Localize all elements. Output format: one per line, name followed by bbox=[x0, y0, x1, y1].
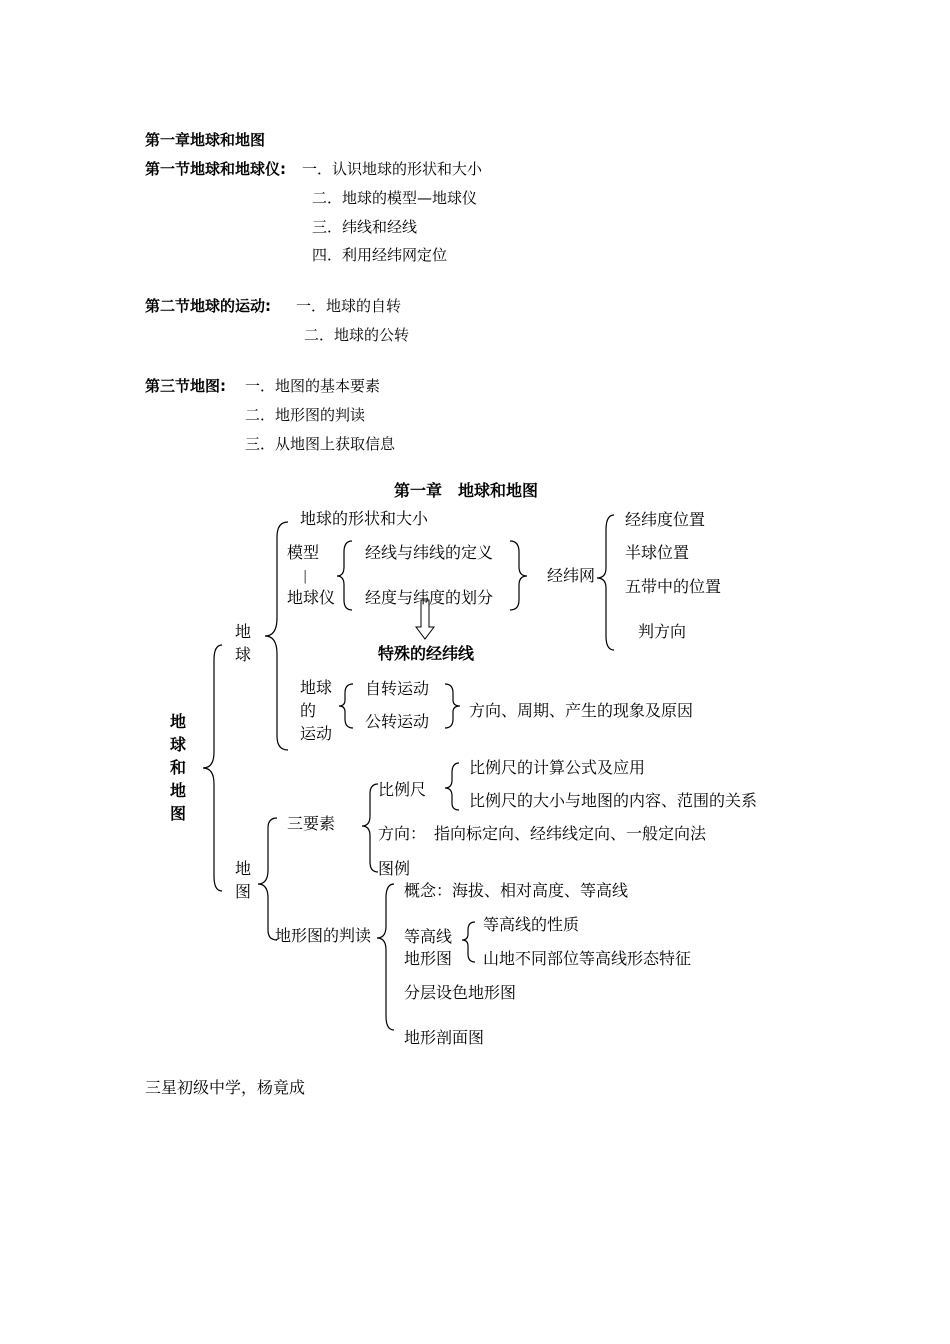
scale-item: 比例尺的大小与地图的内容、范围的关系 bbox=[469, 791, 758, 810]
section2-title: 第二节地球的运动: bbox=[145, 297, 271, 315]
grid-item: 五带中的位置 bbox=[625, 577, 722, 596]
grid-items-brace bbox=[597, 515, 614, 650]
root-brace bbox=[203, 645, 222, 891]
motion-label-line: 的 bbox=[300, 701, 317, 720]
elements-brace bbox=[362, 784, 378, 872]
motion-result: 方向、周期、产生的现象及原因 bbox=[469, 701, 694, 720]
terrain-brace bbox=[377, 884, 394, 1030]
model-brace bbox=[337, 541, 352, 610]
section3-item: 二．地形图的判读 bbox=[245, 406, 366, 424]
section3-item: 一．地图的基本要素 bbox=[245, 377, 381, 395]
terrain-profile: 地形剖面图 bbox=[404, 1028, 485, 1047]
section1-item: 一．认识地球的形状和大小 bbox=[302, 160, 483, 178]
latlon-definition: 经线与纬线的定义 bbox=[365, 543, 494, 562]
scale-item: 比例尺的计算公式及应用 bbox=[469, 758, 646, 777]
chapter-title: 第一章地球和地图 bbox=[145, 131, 266, 149]
section1-item: 三．纬线和经线 bbox=[312, 218, 418, 236]
contour-item: 等高线的性质 bbox=[483, 915, 580, 934]
grid-close-brace bbox=[510, 541, 527, 610]
section1-title: 第一节地球和地球仪: bbox=[145, 160, 286, 178]
contour-map-label: 地形图 bbox=[404, 949, 453, 968]
diagram-title: 第一章 地球和地图 bbox=[394, 481, 539, 500]
rotation: 自转运动 bbox=[365, 679, 430, 698]
map-label: 地图 bbox=[234, 859, 251, 901]
special-lines: 特殊的经纬线 bbox=[378, 644, 475, 663]
model-label: 模型 bbox=[287, 543, 320, 562]
motion-label-line: 运动 bbox=[300, 724, 333, 743]
contour-concept: 概念：海拔、相对高度、等高线 bbox=[404, 881, 629, 900]
section3-item: 三．从地图上获取信息 bbox=[245, 435, 396, 453]
scale-label: 比例尺 bbox=[378, 780, 427, 799]
contour-label: 等高线 bbox=[404, 927, 453, 946]
revolution: 公转运动 bbox=[365, 712, 430, 731]
footer-author: 三星初级中学，杨竟成 bbox=[145, 1078, 306, 1097]
section3-title: 第三节地图: bbox=[145, 377, 226, 395]
earth-brace bbox=[265, 522, 288, 750]
latlon-division: 经度与纬度的划分 bbox=[365, 588, 494, 607]
section1-item: 四．利用经纬网定位 bbox=[312, 246, 448, 264]
grid-label: 经纬网 bbox=[547, 566, 596, 585]
three-elements: 三要素 bbox=[287, 814, 336, 833]
globe-label: 地球仪 bbox=[287, 588, 336, 607]
layered-tint-map: 分层设色地形图 bbox=[404, 983, 517, 1002]
model-separator: | bbox=[303, 569, 308, 584]
scale-brace bbox=[445, 763, 459, 810]
root-label: 地球和地图 bbox=[169, 712, 186, 823]
contour-brace bbox=[462, 922, 475, 962]
terrain-reading: 地形图的判读 bbox=[275, 926, 372, 945]
grid-item: 判方向 bbox=[638, 622, 687, 641]
direction-methods: 方向： 指向标定向、经纬线定向、一般定向法 bbox=[378, 824, 707, 843]
grid-item: 半球位置 bbox=[625, 543, 690, 562]
map-brace bbox=[258, 818, 277, 940]
motion-brace bbox=[339, 684, 353, 728]
legend-label: 图例 bbox=[378, 859, 411, 878]
earth-label: 地球 bbox=[234, 622, 251, 664]
earth-shape: 地球的形状和大小 bbox=[300, 509, 429, 528]
motion-label-line: 地球 bbox=[300, 678, 333, 697]
section2-item: 一．地球的自转 bbox=[296, 297, 402, 315]
grid-item: 经纬度位置 bbox=[625, 510, 706, 529]
section2-item: 二．地球的公转 bbox=[304, 326, 410, 344]
motion-close-brace bbox=[445, 684, 460, 728]
contour-item: 山地不同部位等高线形态特征 bbox=[483, 949, 692, 968]
section1-item: 二．地球的模型—地球仪 bbox=[312, 189, 478, 207]
